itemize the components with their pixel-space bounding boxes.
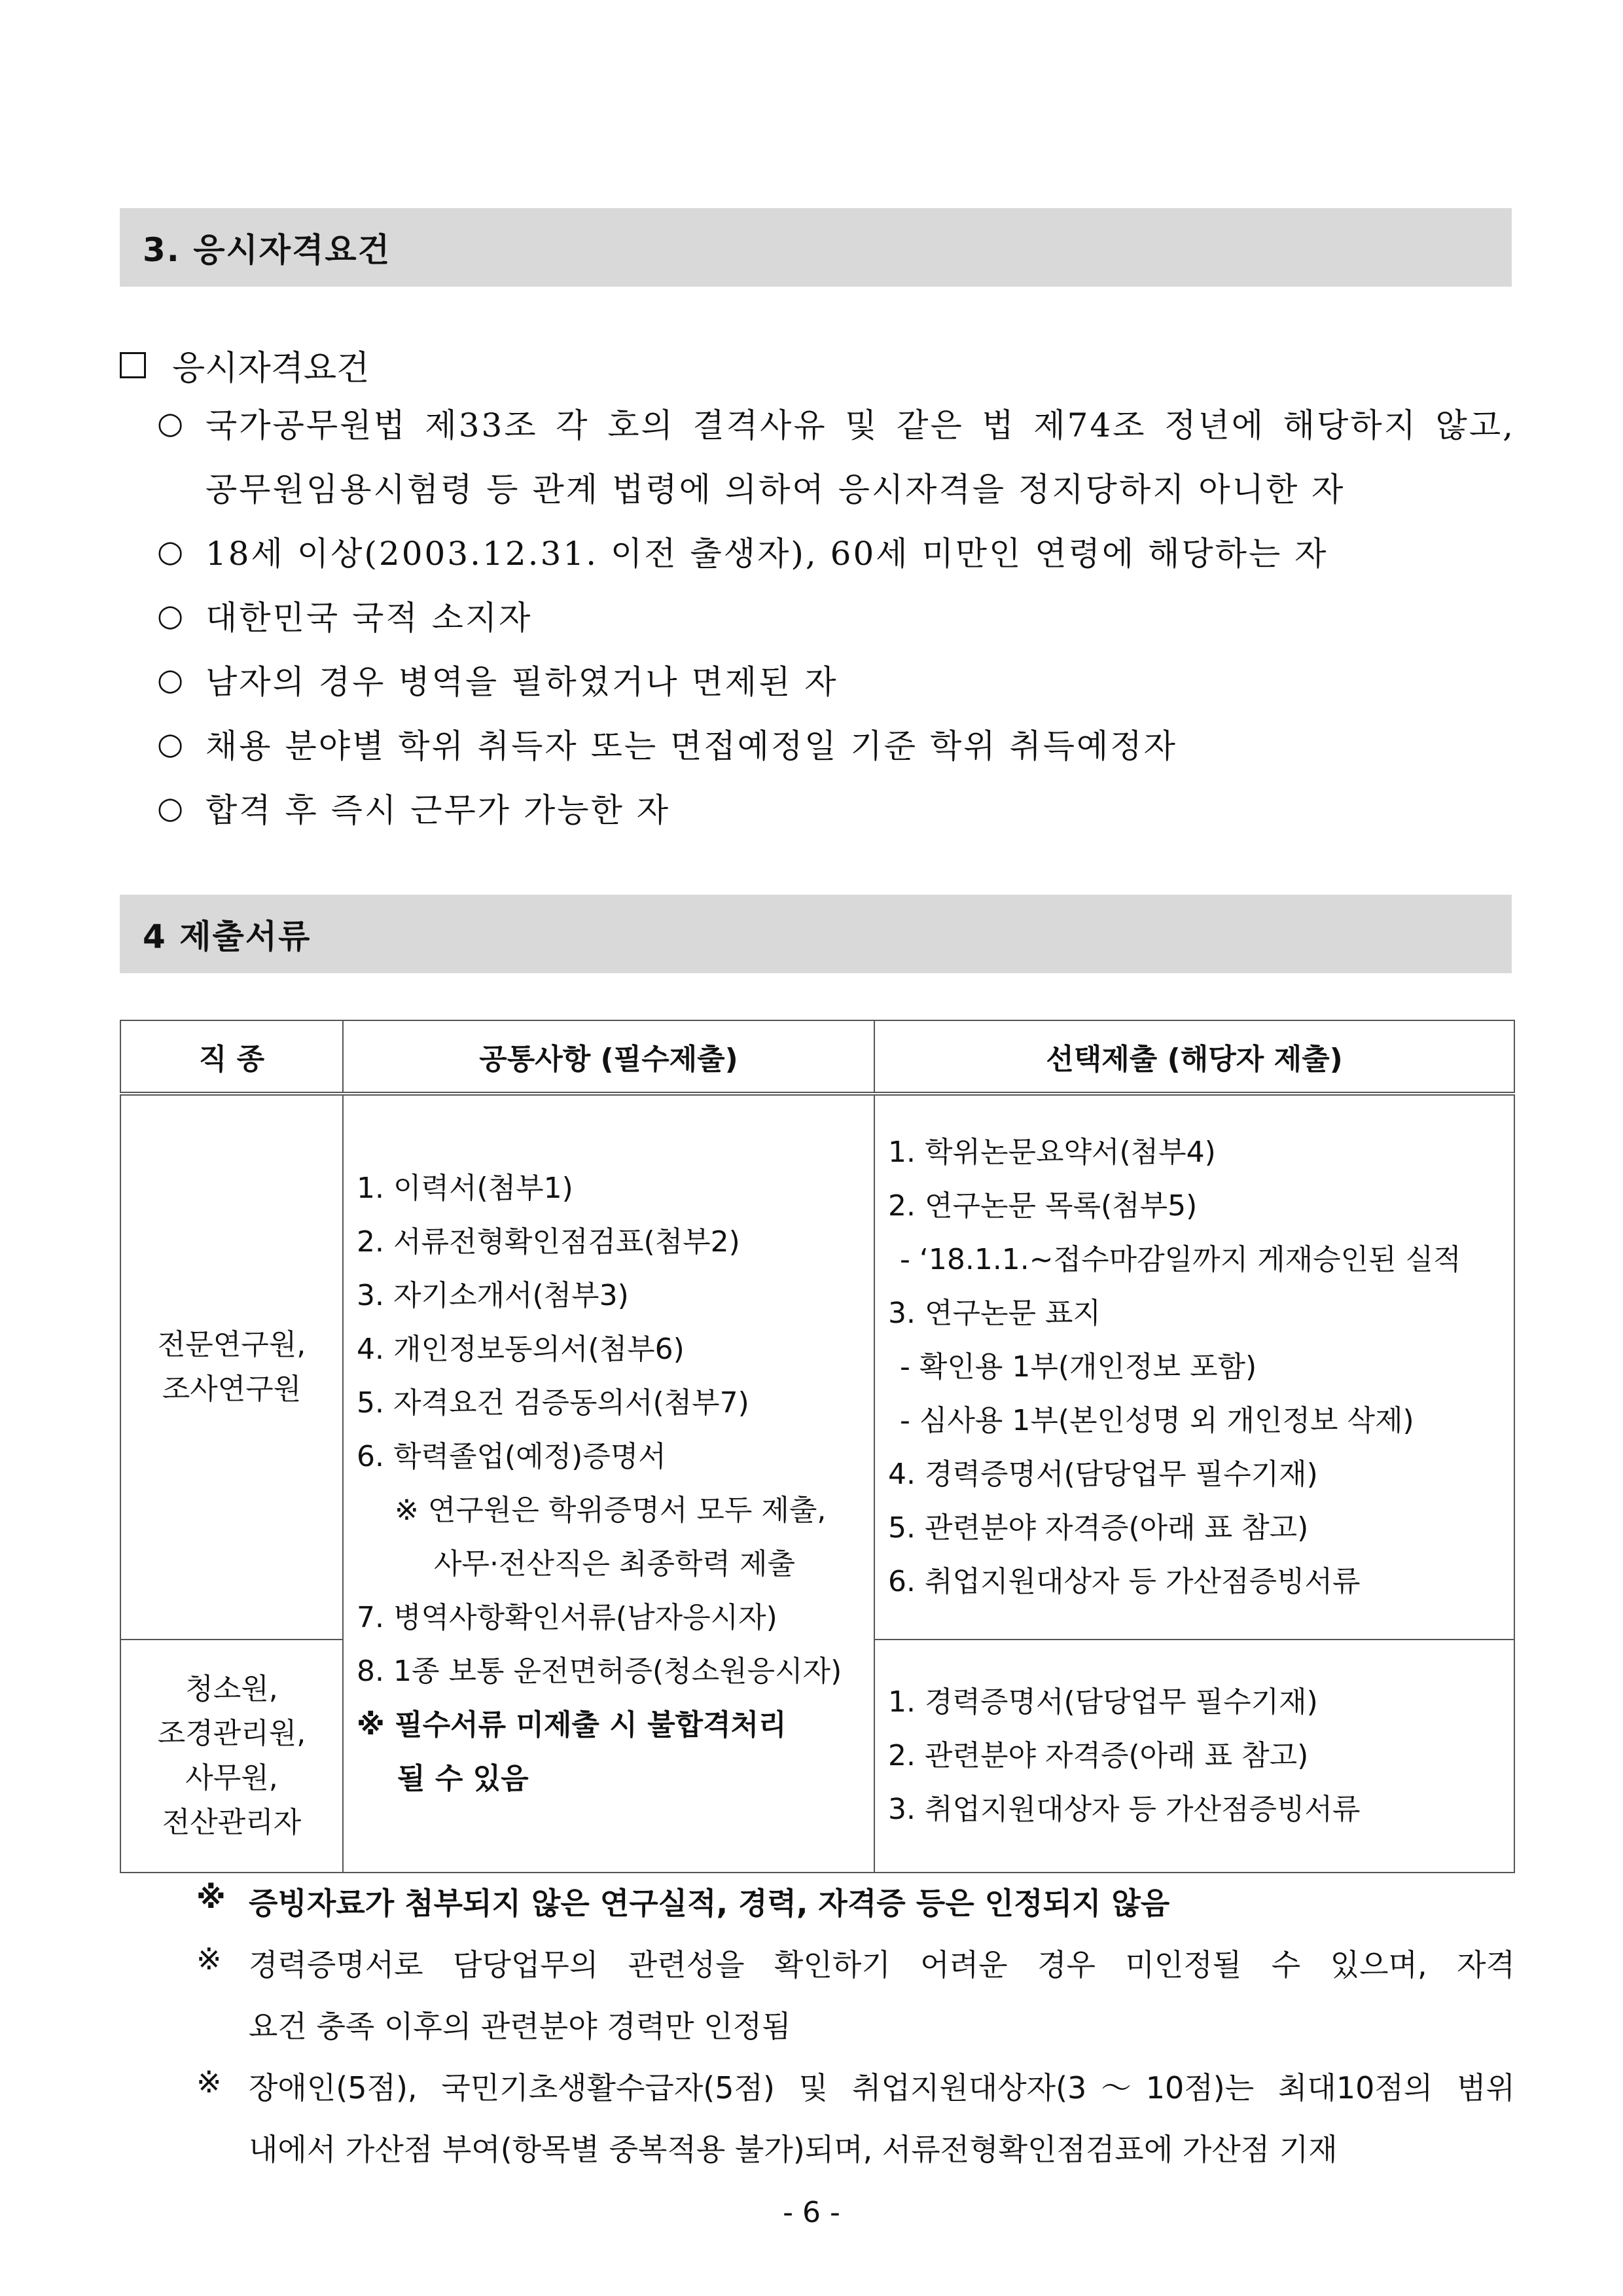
- requirement-continuation: 공무원임용시험령 등 관계 법령에 의하여 응시자격을 정지당하지 아니한 자: [205, 471, 1346, 509]
- list-item: 5. 관련분야 자격증(아래 표 참고): [888, 1511, 1309, 1545]
- note-text: 경력증명서로 담당업무의 관련성을 확인하기 어려운 경우 미인정될 수 있으며, 자격: [249, 1947, 1515, 1982]
- section-3-title: 3. 응시자격요건: [143, 231, 391, 269]
- documents-table: [120, 1020, 1515, 1873]
- note-text: 장애인(5점), 국민기초생활수급자(5점) 및 취업지원대상자(3～10점)는 최대10점의 범위: [249, 2070, 1515, 2106]
- list-subitem: - ‘18.1.1.~접수마감일까지 게재승인된 실적: [900, 1243, 1461, 1276]
- circle-bullet-icon: ○: [157, 598, 184, 633]
- requirement-text: 18세 이상(2003.12.31. 이전 출생자), 60세 미만인 연령에 해당하는 자: [205, 535, 1329, 573]
- list-item: 2. 관련분야 자격증(아래 표 참고): [888, 1739, 1309, 1772]
- requirement-item: [157, 528, 1515, 575]
- job-type-text: 조사연구원: [162, 1372, 302, 1406]
- warning-note: 될 수 있음: [397, 1762, 529, 1795]
- job-type-text: 사무원,: [185, 1761, 278, 1795]
- list-item: 5. 자격요건 검증동의서(첨부7): [357, 1386, 749, 1420]
- list-item: 1. 학위논문요약서(첨부4): [888, 1136, 1216, 1169]
- list-item: 6. 학력졸업(예정)증명서: [357, 1440, 666, 1473]
- note-item: [196, 1880, 1515, 1923]
- page-number: - 6 -: [783, 2196, 840, 2229]
- checkbox-icon: [120, 352, 146, 378]
- note-continuation: 요건 충족 이후의 관련분야 경력만 인정됨: [249, 2009, 791, 2044]
- requirement-item: [157, 720, 1515, 767]
- job-type-cell: [120, 1640, 343, 1873]
- job-type-text: 청소원,: [185, 1672, 278, 1706]
- job-type-text: 전산관리자: [162, 1806, 302, 1839]
- list-item: 3. 취업지원대상자 등 가산점증빙서류: [888, 1793, 1361, 1826]
- requirement-text: 합격 후 즉시 근무가 가능한 자: [205, 791, 671, 829]
- list-subitem: - 확인용 1부(개인정보 포함): [900, 1350, 1257, 1384]
- list-item: 3. 자기소개서(첨부3): [357, 1279, 629, 1312]
- list-item: 3. 연구논문 표지: [888, 1297, 1101, 1330]
- header-job-type: 직 종: [120, 1020, 343, 1094]
- table-header-row: [120, 1020, 1514, 1094]
- list-item: 4. 개인정보동의서(첨부6): [357, 1333, 685, 1366]
- list-note: ※ 연구원은 학위증명서 모두 제출,: [395, 1494, 827, 1527]
- job-type-text: 전문연구원,: [157, 1328, 306, 1361]
- list-item: 1. 경력증명서(담당업무 필수기재): [888, 1685, 1318, 1719]
- common-documents-cell: [343, 1094, 874, 1873]
- section-3-header: [120, 208, 1512, 287]
- list-subitem: - 심사용 1부(본인성명 외 개인정보 삭제): [900, 1404, 1414, 1437]
- list-note: 사무·전산직은 최종학력 제출: [434, 1547, 796, 1581]
- requirement-item: [157, 784, 1515, 831]
- optional-documents-cell: [874, 1094, 1514, 1640]
- requirement-item: [157, 656, 1515, 703]
- section-4-title: 4 제출서류: [143, 918, 312, 956]
- requirement-text: 대한민국 국적 소지자: [205, 599, 533, 637]
- note-continuation: 내에서 가산점 부여(항목별 중복적용 불가)되며, 서류전형확인점검표에 가산점 기재: [249, 2132, 1338, 2167]
- optional-documents-cell: [874, 1640, 1514, 1873]
- list-item: 2. 연구논문 목록(첨부5): [888, 1189, 1198, 1223]
- requirement-text: 남자의 경우 병역을 필하였거나 면제된 자: [205, 663, 838, 701]
- reference-mark-icon: ※: [196, 1941, 222, 1977]
- requirement-item: [157, 399, 1515, 446]
- circle-bullet-icon: ○: [157, 726, 184, 761]
- list-item: 6. 취업지원대상자 등 가산점증빙서류: [888, 1565, 1361, 1598]
- list-item: 1. 이력서(첨부1): [357, 1172, 573, 1205]
- requirement-text: 국가공무원법 제33조 각 호의 결격사유 및 같은 법 제74조 정년에 해당하지 않고,: [205, 406, 1515, 444]
- requirement-text: 채용 분야별 학위 취득자 또는 면접예정일 기준 학위 취득예정자: [205, 727, 1177, 765]
- list-item: 2. 서류전형확인점검표(첨부2): [357, 1225, 740, 1259]
- note-item: [196, 2064, 1515, 2108]
- note-item: [196, 1941, 1515, 1984]
- circle-bullet-icon: ○: [157, 405, 184, 440]
- circle-bullet-icon: ○: [157, 662, 184, 697]
- list-item: 8. 1종 보통 운전면허증(청소원응시자): [357, 1655, 842, 1688]
- list-item: 4. 경력증명서(담당업무 필수기재): [888, 1458, 1318, 1491]
- reference-mark-icon: ※: [196, 2064, 222, 2100]
- circle-bullet-icon: ○: [157, 533, 184, 569]
- subsection-title: [120, 340, 369, 389]
- table-row: [120, 1094, 1514, 1640]
- warning-note: ※ 필수서류 미제출 시 불합격처리: [357, 1708, 787, 1742]
- subsection-label: 응시자격요건: [172, 349, 370, 388]
- circle-bullet-icon: ○: [157, 790, 184, 825]
- job-type-cell: [120, 1094, 343, 1640]
- requirement-item: [157, 592, 1515, 639]
- header-optional: 선택제출 (해당자 제출): [874, 1020, 1514, 1094]
- header-common: 공통사항 (필수제출): [343, 1020, 874, 1094]
- list-item: 7. 병역사항확인서류(남자응시자): [357, 1601, 777, 1634]
- job-type-text: 조경관리원,: [157, 1717, 306, 1750]
- note-text: 증빙자료가 첨부되지 않은 연구실적, 경력, 자격증 등은 인정되지 않음: [249, 1886, 1170, 1921]
- section-4-header: [120, 895, 1512, 973]
- reference-mark-icon: ※: [196, 1880, 226, 1915]
